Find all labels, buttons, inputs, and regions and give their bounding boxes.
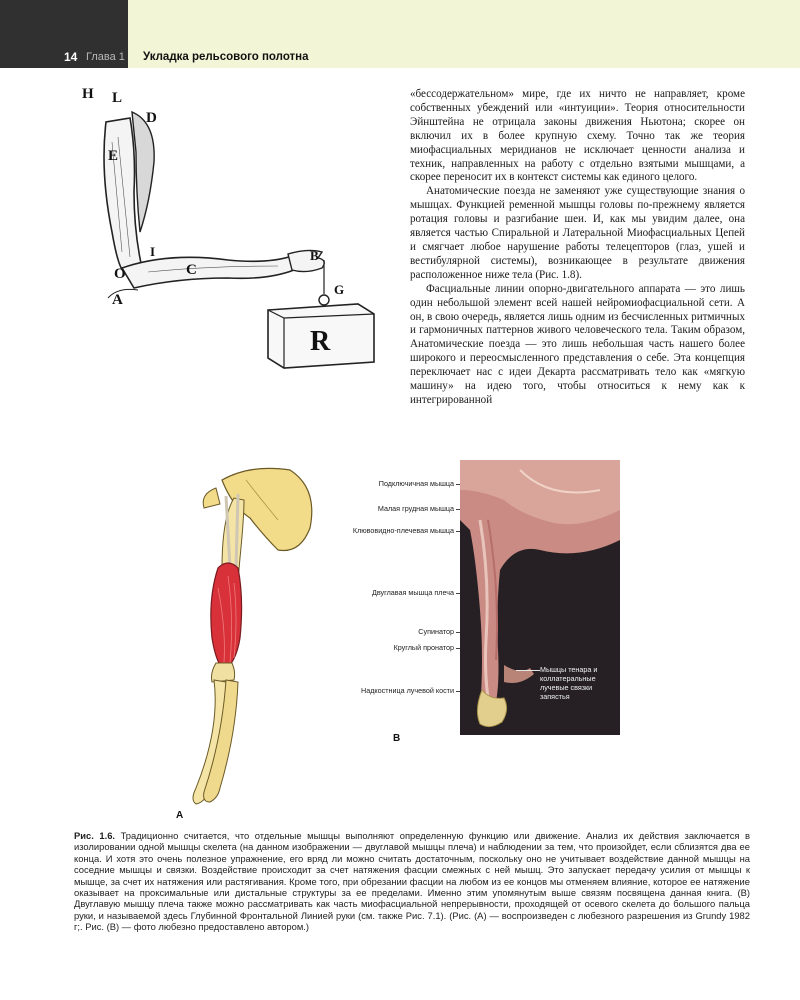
engraving-letter-g: G [334, 282, 345, 297]
annotation-subclavius: Подключичная мышца [378, 479, 454, 488]
caption-label: Рис. 1.6. [74, 830, 116, 841]
paragraph-1: «бессодержательном» мире, где их ничто не направляет, кроме собственных убеждений или «интуиции». Теория относительности Эйнштейна не отрицала законы движения Ньютона; скорее он включил их в более крупную схему. Точно так же теория миофасциальных меридианов не исключает ценности анализа и техник, направленных на работу с отдельно взятыми мышцами, а скорее переносит их в контекст системы как единого целого. [410, 88, 745, 184]
arm-engraving-illustration [78, 82, 390, 370]
annotation-radius-periosteum: Надкостница лучевой кости [361, 686, 454, 695]
engraving-letter-l: L [112, 90, 123, 106]
engraving-letter-c: C [186, 262, 197, 278]
annotation-pronator-teres: Круглый пронатор [393, 643, 454, 652]
annotation-pectoralis-minor: Малая грудная мышца [377, 504, 454, 513]
figure-caption [74, 830, 750, 933]
engraving-letter-b: B [310, 248, 319, 263]
annotation-supinator: Супинатор [418, 627, 454, 636]
engraving-letter-a: A [112, 292, 123, 308]
engraving-letter-r: R [310, 326, 331, 357]
section-title: Укладка рельсового полотна [143, 50, 309, 63]
page-number: 14 [64, 49, 78, 64]
body-text [410, 88, 745, 408]
figure-label-a: A [176, 810, 184, 821]
annotation-coracobrachialis: Клювовидно-плечевая мышца [352, 526, 454, 535]
caption-text: Традиционно считается, что отдельные мышцы выполняют определенную функцию или движение. Анализ их действия заключается в изолировании одной мышцы скелета (на данном изображении — двуглавой мышцы плеча) и наблюдении за тем, что произойдет, если сблизятся два ее конца. И хотя это очень полезное упражнение, его вряд ли можно считать достаточным, поскольку оно не учитывает воздействие данной мышцы на соседние мышцы и связки. Воздействие происходит за счет натяжения фасции смежных с ней мышц. Это запускает передачу усилия от мышцы к мышце, за счет их натяжения или растягивания. Кроме того, при обрезании фасции на любом из ее концов мы отменяем влияние, которое ее натяжение оказывает на проксимальные или дистальные структуры за ее пределами. Именно этим упомянутым выше связям посвящена данная книга. (B) Двуглавую мышцу плеча также можно рассматривать как часть миофасциальной непрерывности, проходящей от осевого скелета до большого пальца руки, и называемой здесь Глубинной Фронтальной Линией руки (см. также Рис. 7.1). (Рис. (A) — воспроизведен с любезного разрешения из Grundy 1982 г;. Рис. (B) — фото любезно предоставлено автором.) [74, 830, 751, 933]
engraving-letter-e: E [108, 148, 119, 164]
annotation-biceps: Двуглавая мышца плеча [372, 588, 454, 597]
engraving-letter-h: H [82, 86, 94, 102]
annotation-thenar: Мышцы тенара и коллатеральные лучевые связки запястья [540, 665, 598, 701]
leader-line [516, 670, 540, 671]
paragraph-2: Анатомические поезда не заменяют уже существующие знания о мышцах. Функцией ременной мышцы головы по-прежнему является ротация головы и разгибание шеи. И, как мы увидим далее, она является частью Спиральной и Латеральной Миофасциальных Цепей и смягчает любое нарушение работы телецепторов (глаз, ушей и вестибулярной системы), возникающее в результате движения расположенное ниже тела (Рис. 1.8). [410, 185, 745, 281]
chapter-label: Глава 1 [86, 50, 125, 63]
engraving-letter-d: D [146, 110, 157, 126]
paragraph-3: Фасциальные линии опорно-двигательного аппарата — это лишь один небольшой элемент всей нашей нейромиофасциальной сети. А он, в свою очередь, является лишь одним из бесчисленных ритмичных и гармоничных паттернов живого человеческого тела. Таким образом, Анатомические поезда — это лишь небольшая часть нашего более широкого и переосмысленного представления о себе. Эта концепция переключает нас с идеи Декарта рассматривать тело как «мягкую машину» на идею того, чтобы относиться к нему как к интегрированной [410, 282, 745, 406]
figure-label-b: B [393, 733, 401, 744]
engraving-letter-i: I [150, 244, 156, 259]
engraving-letter-o: O [114, 266, 126, 282]
biceps-illustration [160, 458, 350, 823]
running-header [0, 45, 800, 68]
